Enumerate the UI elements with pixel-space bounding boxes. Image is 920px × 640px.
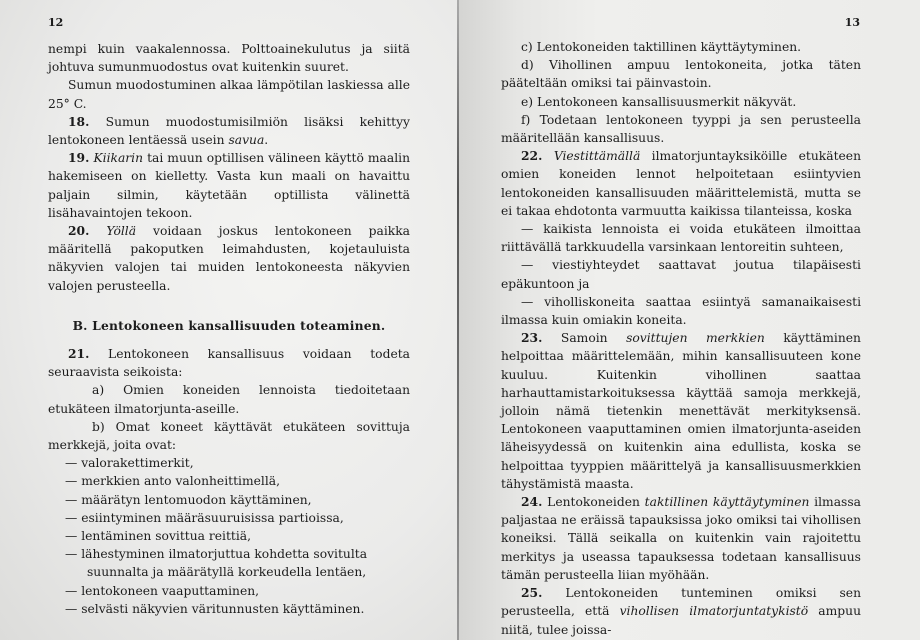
paragraph-text: ilmassa paljastaa ne eräissä tapauksissa joko omiksi tai vihollisen koneiksi. Tällä seikalla on kuitenkin vain rajoitettu merkitys ja useassa tapauksessa todetaan kansallisuus tämän perusteella liian myöhään. <box>501 495 861 582</box>
item-f: f) Todetaan lentokoneen tyyppi ja sen perusteella määritellään kansallisuus. <box>501 112 861 146</box>
emphasis: savua <box>228 133 265 148</box>
section-number: 25. <box>521 585 543 601</box>
list-item: — lentäminen sovittua reittiä, <box>65 529 252 544</box>
paragraph-text: . <box>264 133 269 148</box>
section-number: 21. <box>68 346 90 362</box>
item-c: c) Lentokoneiden taktillinen käyttäytyminen. <box>521 40 802 54</box>
paragraph-23 <box>501 329 861 493</box>
section-number: 19. <box>68 150 90 166</box>
list-item: — lentokoneen vaaputtaminen, <box>65 583 260 598</box>
paragraph-text: ampuu niitä, tulee joissa- <box>501 604 861 637</box>
paragraph: nempi kuin vaakalennossa. Polttoainekulutus ja siitä johtuva sumunmuodostus ovat kuitenkin suuret. <box>48 42 410 75</box>
paragraph-25 <box>501 584 861 639</box>
section-number: 22. <box>521 148 543 164</box>
list-item: — valorakettimerkit, <box>65 456 194 471</box>
paragraph: Sumun muodostuminen alkaa lämpötilan laskiessa alle 25° C. <box>48 78 410 111</box>
emphasis: Yöllä <box>106 224 137 239</box>
page-body <box>48 40 410 618</box>
paragraph-22 <box>501 147 861 220</box>
section-heading: B. Lentokoneen kansallisuuden toteaminen. <box>72 317 386 333</box>
paragraph-20 <box>48 222 410 295</box>
item-d: d) Vihollinen ampuu lentokoneita, jotka täten pääteltään omiksi tai päinvastoin. <box>501 58 861 91</box>
list-item: — selvästi näkyvien väritunnusten käyttäminen. <box>65 601 365 616</box>
paragraph-24 <box>501 493 861 584</box>
list-item: — viholliskoneita saattaa esiintyä samanaikaisesti ilmassa kuin omiakin koneita. <box>501 294 861 328</box>
list-item: — määrätyn lentomuodon käyttäminen, <box>65 492 312 507</box>
emphasis: vihollisen ilmatorjuntatykistö <box>619 604 809 619</box>
left-page <box>0 0 458 640</box>
paragraph-text: Lentokoneiden <box>542 495 645 510</box>
list-item: — kaikista lennoista ei voida etukäteen ilmoittaa riittävällä tarkkuudella varsinkaan lentoreitin suhteen, <box>501 222 861 255</box>
paragraph-text: Lentokoneen kansallisuus voidaan todeta seuraavista seikoista: <box>48 347 410 380</box>
paragraph-text: käyttäminen helpoittaa määrittelemään, mihin kansallisuuteen kone kuuluu. Kuitenkin vihollinen saattaa harhauttamistarkoituksessa käyttää samoja merkkejä, jolloin nämä tietenkin menettävät merkityksensä. Lentokoneen vaaputtaminen omien ilmatorjunta-aseiden läheisyydessä on kuitenkin aina edullista, koska se helpoittaa tyyppien määrittelyä ja kansallisuusmerkkien tähystämistä maasta. <box>501 331 861 491</box>
emphasis: sovittujen merkkien <box>626 331 765 346</box>
emphasis: Viestittämällä <box>553 149 641 164</box>
paragraph-21 <box>48 345 410 381</box>
right-page <box>458 0 920 640</box>
list-item: — merkkien anto valonheittimellä, <box>65 474 280 489</box>
emphasis: Kiikarin <box>93 151 144 166</box>
section-number: 18. <box>68 113 90 129</box>
emphasis: taktillinen käyttäytyminen <box>644 495 810 510</box>
paragraph-text: Sumun muodostumisilmiön lisäksi kehittyy lentokoneen lentäessä usein <box>48 114 410 148</box>
paragraph-19 <box>48 149 410 222</box>
item-e: e) Lentokoneen kansallisuusmerkit näkyvät. <box>521 94 797 109</box>
list-item: — viestiyhteydet saattavat joutua tilapäisesti epäkuntoon ja <box>501 258 861 291</box>
paragraph-text: Lentokoneiden tunteminen omiksi sen perusteella, että <box>501 586 861 619</box>
item-b: b) Omat koneet käyttävät etukäteen sovittuja merkkejä, joita ovat: <box>48 419 410 453</box>
page-number: 12 <box>48 16 64 29</box>
list-item: — esiintyminen määräsuuruisissa partioissa, <box>65 510 344 525</box>
paragraph-text: ilmatorjuntayksiköille etukäteen omien koneiden lennot helpoitetaan esiintyvien lentokoneiden kansallisuuden määrittelemistä, mutta se ei takaa ehdotonta varmuutta kaikissa tilanteissa, koska <box>501 149 861 218</box>
section-number: 24. <box>521 494 543 510</box>
item-a: a) Omien koneiden lennoista tiedoitetaan etukäteen ilmatorjunta-aseille. <box>48 383 410 416</box>
paragraph-text: voidaan joskus lentokoneen paikka määritellä pakoputken leimahdusten, kojetauluista näkyvien valojen tai muiden lentokoneesta näkyvien valojen perusteella. <box>48 224 410 293</box>
paragraph-text: Samoin <box>542 331 627 346</box>
page-number: 13 <box>844 16 860 29</box>
list-item: — lähestyminen ilmatorjuttua kohdetta sovitulta suunnalta ja määrätyllä korkeudella lentäen, <box>65 547 368 580</box>
page-body <box>501 38 861 639</box>
paragraph-text: tai muun optillisen välineen käyttö maalin hakemiseen on kielletty. Vasta kun maali on havaittu paljain silmin, käytetään optillista välinettä lisähavaintojen tekoon. <box>48 151 410 220</box>
book-gutter <box>457 0 459 640</box>
section-number: 23. <box>521 330 543 346</box>
section-number: 20. <box>68 223 90 239</box>
paragraph-18 <box>48 113 410 149</box>
